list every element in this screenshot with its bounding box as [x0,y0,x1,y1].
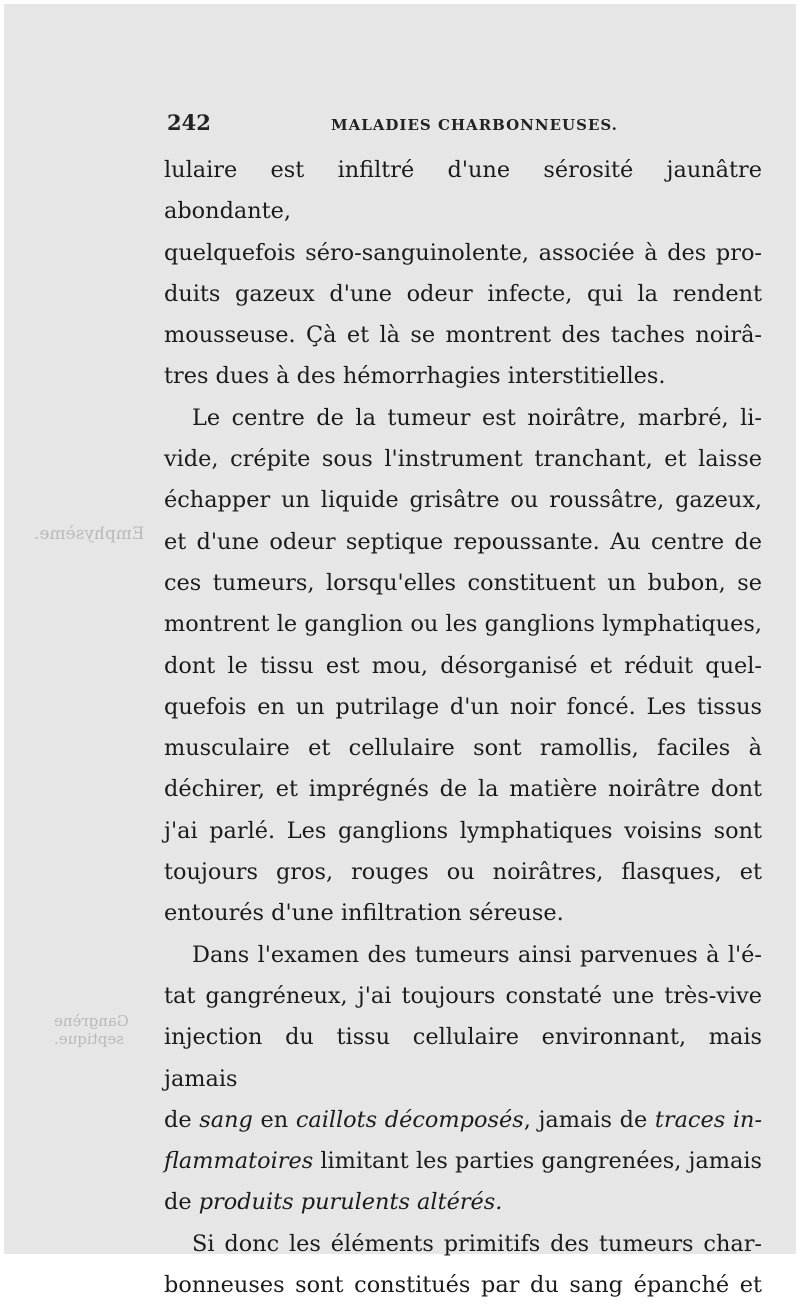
text-line: quefois en un putrilage d'un noir foncé. Les tissus [164,693,762,720]
text-line: ces tumeurs, lorsqu'elles constituent un bubon, se [164,569,762,596]
text-line: quelquefois séro-sanguinolente, associée à des pro- [164,239,762,266]
text-line: de sang en caillots décomposés, jamais de traces in- [164,1106,763,1133]
text-line: mousseuse. Çà et là se montrent des taches noirâ- [164,322,762,349]
text-line: entourés d'une infiltration séreuse. [164,900,564,927]
bleed-through-margin-note: Emphysème. [34,524,145,544]
text-line: Si donc les éléments primitifs des tumeurs char- [192,1230,762,1257]
text-line: tat gangréneux, j'ai toujours constaté une très-vive [164,982,762,1009]
text-line: lulaire est infiltré d'une sérosité jaunâtre abondante, [164,157,762,225]
text-line: j'ai parlé. Les ganglions lymphatiques voisins sont [164,817,762,844]
body-text [164,150,762,1306]
text-line: échapper un liquide grisâtre ou roussâtre, gazeux, [164,487,762,514]
text-line: injection du tissu cellulaire environnant, mais jamais [164,1024,762,1092]
text-line: flammatoires limitant les parties gangrenées, jamais [164,1148,762,1175]
text-line: montrent le ganglion ou les ganglions lymphatiques, [164,611,762,638]
text-line: dont le tissu est mou, désorganisé et réduit quel- [164,652,762,679]
text-line: Dans l'examen des tumeurs ainsi parvenues à l'é- [192,941,762,968]
book-page [4,4,796,1299]
text-line: musculaire et cellulaire sont ramollis, faciles à [164,735,762,762]
text-line: et d'une odeur septique repoussante. Au centre de [164,528,762,555]
text-line: vide, crépite sous l'instrument tranchant, et laisse [164,446,762,473]
text-line: Le centre de la tumeur est noirâtre, marbré, li- [192,404,762,431]
bleed-through-margin-note: Gangrène septique. [54,1012,129,1048]
text-line: tres dues à des hémorrhagies interstitielles. [164,363,666,390]
text-line: déchirer, et imprégnés de la matière noirâtre dont [164,776,762,803]
text-line: de produits purulents altérés. [164,1189,503,1216]
text-line: duits gazeux d'une odeur infecte, qui la rendent [164,280,762,307]
text-line: bonneuses sont constitués par du sang épanché et [164,1272,762,1299]
page-number: 242 [167,110,211,135]
running-title: MALADIES CHARBONNEUSES. [331,116,618,134]
text-line: toujours gros, rouges ou noirâtres, flasques, et [164,859,762,886]
